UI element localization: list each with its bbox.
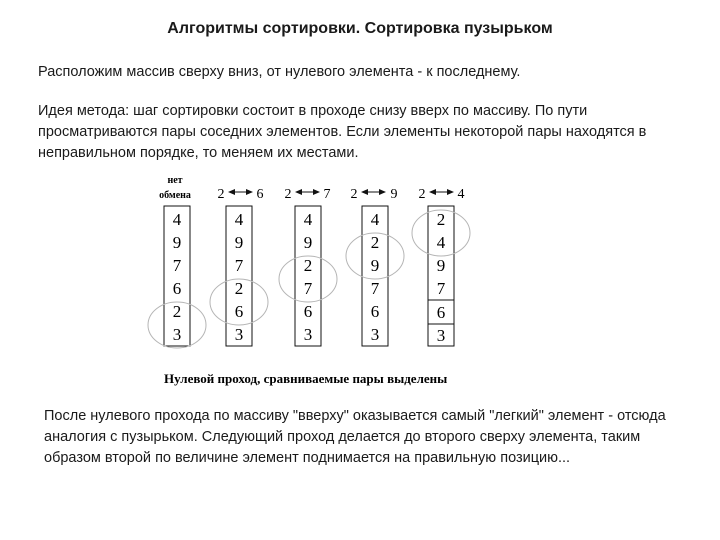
array-cell: 9 xyxy=(172,233,182,252)
array-cell: 4 xyxy=(370,210,380,229)
array-cell: 2 xyxy=(303,256,313,275)
swap-left-value: 2 xyxy=(418,187,426,202)
swap-right-value: 7 xyxy=(323,187,331,202)
swap-indicator-2 xyxy=(285,187,331,202)
swap-indicator-3 xyxy=(351,187,398,202)
array-cell: 2 xyxy=(436,210,446,229)
array-cell: 7 xyxy=(303,279,313,298)
array-cell: 4 xyxy=(436,233,446,252)
swap-right-value: 6 xyxy=(256,187,264,202)
array-cell: 6 xyxy=(303,302,313,321)
array-cell: 6 xyxy=(436,303,446,322)
array-cell: 4 xyxy=(303,210,313,229)
array-cell: 7 xyxy=(234,256,244,275)
array-cell: 9 xyxy=(303,233,313,252)
array-cell: 4 xyxy=(172,210,182,229)
array-cell: 2 xyxy=(234,279,244,298)
array-cell: 7 xyxy=(172,256,182,275)
no-swap-label-line1: нет xyxy=(167,175,183,186)
swap-left-value: 2 xyxy=(217,187,225,202)
array-cell: 9 xyxy=(234,233,244,252)
page-title: Алгоритмы сортировки. Сортировка пузырьком xyxy=(167,20,553,37)
array-cell: 3 xyxy=(172,325,182,344)
array-cell: 2 xyxy=(172,302,182,321)
array-cell: 2 xyxy=(370,233,380,252)
paragraph-conclusion: После нулевого прохода по массиву "вверху" оказывается самый "легкий" элемент - отсюда аналогия с пузырьком. Следующий проход делается до второго сверху элемента, таким образом второй по величине элемент поднимается на правильную позицию... xyxy=(44,408,666,466)
array-cell: 9 xyxy=(370,256,380,275)
array-cell: 6 xyxy=(234,302,244,321)
array-cell: 7 xyxy=(370,279,380,298)
no-swap-label-line2: обмена xyxy=(159,190,191,201)
swap-indicator-1 xyxy=(218,187,264,202)
swap-indicator-4 xyxy=(419,187,465,202)
swap-right-value: 4 xyxy=(457,187,465,202)
array-cell: 6 xyxy=(172,279,182,298)
array-cell: 3 xyxy=(436,326,446,345)
array-cell: 3 xyxy=(303,325,313,344)
array-cell: 3 xyxy=(370,325,380,344)
array-cell: 3 xyxy=(234,325,244,344)
array-column-3 xyxy=(295,206,321,346)
array-cell: 7 xyxy=(436,279,446,298)
swap-right-value: 9 xyxy=(390,187,398,202)
array-column-5 xyxy=(428,206,454,346)
array-column-1 xyxy=(164,206,190,346)
swap-left-value: 2 xyxy=(350,187,358,202)
array-column-4 xyxy=(362,206,388,346)
paragraph-method: Идея метода: шаг сортировки состоит в проходе снизу вверх по массиву. По пути просматриваются пары соседних элементов. Если элементы некоторой пары находятся в неправильном порядке, то меняем их местами. xyxy=(38,103,647,161)
array-cell: 4 xyxy=(234,210,244,229)
swap-left-value: 2 xyxy=(284,187,292,202)
paragraph-intro: Расположим массив сверху вниз, от нулевого элемента - к последнему. xyxy=(38,64,521,80)
array-cell: 9 xyxy=(436,256,446,275)
array-cell: 6 xyxy=(370,302,380,321)
diagram-caption: Нулевой проход, сравниваемые пары выделены xyxy=(164,371,448,386)
